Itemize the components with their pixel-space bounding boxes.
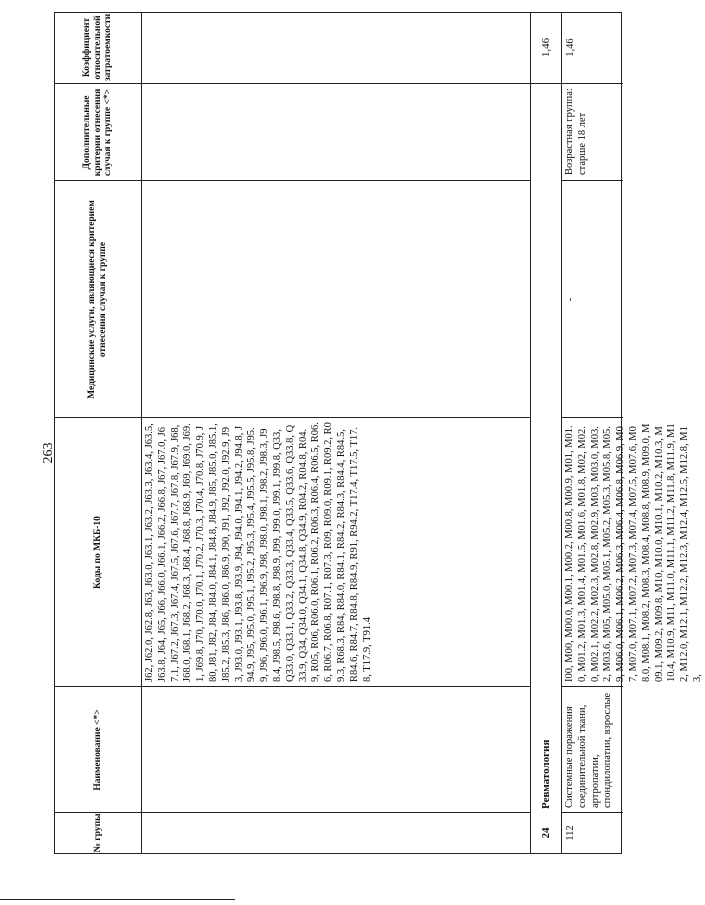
- row-112-mkb-codes: I00, M00, M00.0, M00.1, M00.2, M00.8, M00.9, M01, M01.0, M01.2, M01.3, M01.4, M01.5, M01.6, M01.8, M02, M02.0, M02.1, M02.2, M02.3, M02.8, M02.9, M03, M03.0, M03.2, M03.6, M05, M05.0, M05.1, M05.2, M05.3, M05.8, M05.9, M06.0, M06.1, M06.2, M06.3, M06.4, M06.8, M06.9, M07, M07.0, M07.1, M07.2, M07.3, M07.4, M07.5, M07.6, M08.0, M08.1, M08.2, M08.3, M08.4, M08.8, M08.9, M09.0, M09.1, M09.2, M09.8, M10, M10.0, M10.1, M10.2, M10.3, M10.4, M10.9, M11, M11.0, M11.1, M11.2, M11.8, M11.9, M12, M12.0, M12.1, M12.2, M12.3, M12.4, M12.5, M12.8, M13,: [564, 423, 703, 682]
- rotated-table-frame: [54, 12, 703, 854]
- row-112-name: Системные поражения соединительной ткани, артропатии, спондилопатии, взрослые: [564, 692, 614, 808]
- header-medical-services: Медицинские услуги, являющиеся критерием отнесения случая к группе: [87, 200, 108, 399]
- header-group-no: № групы: [92, 813, 103, 853]
- section-title: Ревматология: [539, 739, 552, 809]
- section-number: 24: [539, 827, 552, 839]
- groups-table: [54, 12, 703, 854]
- row-112-group-no: 112: [565, 825, 576, 841]
- row-continued-mkb-codes: J62, J62.0, J62.8, J63, J63.0, J63.1, J63.2, J63.3, J63.4, J63.5, J63.8, J64, J65, J66, J66.0, J66.1, J66.2, J66.8, J67, J67.0, J67.1, J67.2, J67.3, J67.4, J67.5, J67.6, J67.7, J67.8, J67.9, J68, J68.0, J68.1, J68.2, J68.3, J68.4, J68.8, J68.9, J69, J69.0, J69.1, J69.8, J70, J70.0, J70.1, J70.2, J70.3, J70.4, J70.8, J70.9, J80, J81, J82, J84, J84.0, J84.1, J84.8, J84.9, J85, J85.0, J85.1, J85.2, J85.3, J86, J86.0, J86.9, J90, J91, J92, J92.0, J92.9, J93, J93.0, J93.1, J93.8, J93.9, J94, J94.0, J94.1, J94.2, J94.8, J94.9, J95, J95.0, J95.1, J95.2, J95.3, J95.4, J95.5, J95.8, J95.9, J96, J96.0, J96.1, J96.9, J98, J98.0, J98.1, J98.2, J98.3, J98.4, J98.5, J98.6, J98.8, J98.9, J99, J99.0, J99.1, J99.8, Q33, Q33.0, Q33.1, Q33.2, Q33.3, Q33.4, Q33.5, Q33.6, Q33.8, Q33.9, Q34, Q34.0, Q34.1, Q34.8, Q34.9, R04.2, R04.8, R04.9, R05, R06, R06.0, R06.1, R06.2, R06.3, R06.4, R06.5, R06.6, R06.7, R06.8, R07.1, R07.3, R09, R09.0, R09.1, R09.2, R09.3, R68.3, R84, R84.0, R84.1, R84.2, R84.3, R84.4, R84.5, R84.6, R84.7, R84.8, R84.9, R91, R94.2, T17.4, T17.5, T17.8, T17.9, T91.4: [144, 422, 373, 682]
- page-number: 263: [41, 442, 56, 464]
- row-continued-coefficient: [141, 11, 530, 84]
- row-continued-medical-services: [141, 181, 530, 418]
- row-continued-name: [141, 687, 530, 813]
- section-coefficient: 1,46: [539, 37, 552, 58]
- footer-divider: [0, 899, 235, 900]
- header-extra-criteria: Дополнительные критерии отнесения случая к группе <*>: [82, 88, 114, 177]
- row-continued-extra-criteria: [141, 84, 530, 181]
- header-mkb-codes: Коды по МКБ-10: [92, 516, 103, 589]
- row-continued-group-no: [141, 813, 530, 853]
- row-112-medical-services: -: [565, 297, 576, 302]
- header-name: Наименование <*>: [92, 709, 103, 791]
- row-112-coefficient: 1,46: [565, 38, 576, 57]
- row-112-extra-criteria: Возрастная группа: старше 18 лет: [564, 88, 588, 175]
- header-coefficient: Коэффициент относительной затратоемкости: [82, 13, 114, 82]
